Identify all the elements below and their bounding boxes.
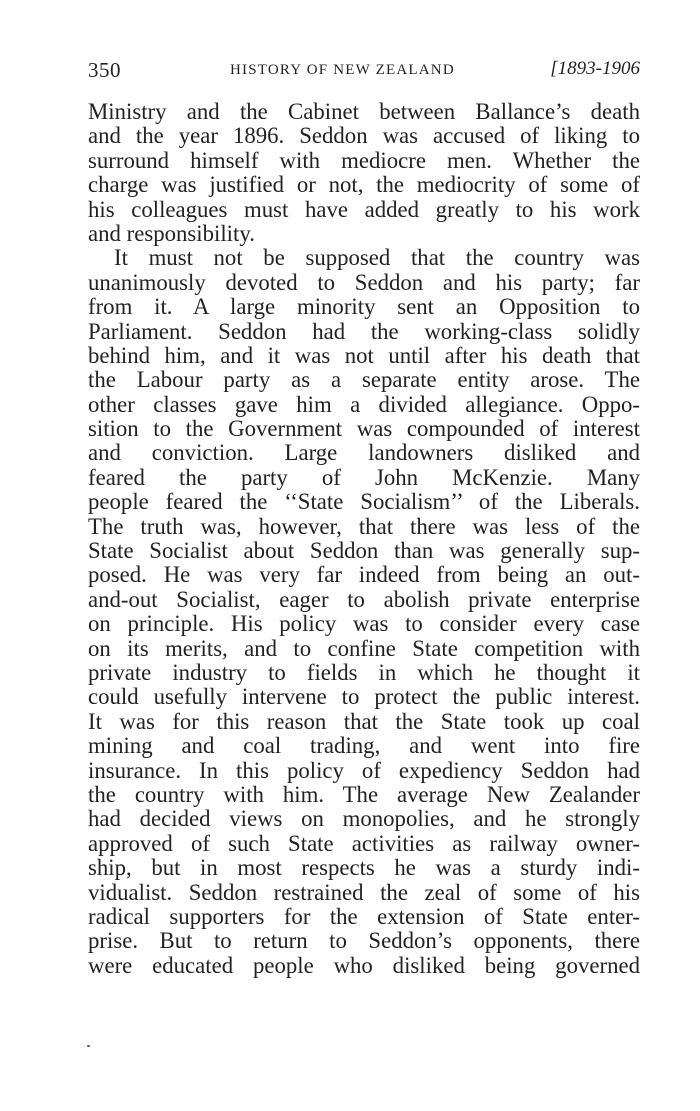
text-line: from it. A large minority sent an Opposition to (88, 295, 640, 320)
text-line: approved of such State activities as railway owner- (88, 831, 640, 856)
text-line: It was for this reason that the State took up coal (88, 709, 640, 734)
text-line: Parliament. Seddon had the working-class solidly (88, 319, 640, 344)
text-line: insurance. In this policy of expediency Seddon had (88, 758, 640, 783)
text-line: his colleagues must have added greatly to his work (88, 197, 640, 222)
text-line: mining and coal trading, and went into fire (88, 734, 640, 759)
text-line: It must not be supposed that the country was (114, 246, 640, 271)
text-line: on principle. His policy was to consider every case (88, 612, 640, 637)
text-line: other classes gave him a divided allegiance. Oppo- (88, 392, 640, 417)
text-line: were educated people who disliked being governed (88, 953, 640, 978)
text-line: ship, but in most respects he was a sturdy indi- (88, 856, 640, 881)
text-line: prise. But to return to Seddon’s opponents, there (88, 929, 640, 954)
text-line: on its merits, and to confine State competition with (88, 636, 640, 661)
ink-speck (87, 1045, 90, 1047)
text-line: and conviction. Large landowners disliked and (88, 441, 640, 466)
body-text (88, 100, 640, 978)
text-line: the Labour party as a separate entity arose. The (88, 368, 640, 393)
text-line: behind him, and it was not until after his death that (88, 343, 640, 368)
date-range: [1893-1906 (550, 58, 640, 79)
text-line: feared the party of John McKenzie. Many (88, 465, 640, 490)
text-line: The truth was, however, that there was less of the (88, 514, 640, 539)
text-line: sition to the Government was compounded of interest (88, 417, 640, 442)
page-number: 350 (88, 58, 121, 82)
text-line: radical supporters for the extension of State enter- (88, 904, 640, 929)
text-line: and responsibility. (88, 221, 255, 246)
text-line: and the year 1896. Seddon was accused of liking to (88, 124, 640, 149)
text-line: Ministry and the Cabinet between Ballance’s death (88, 100, 640, 124)
text-line: could usefully intervene to protect the public interest. (88, 685, 640, 710)
page-header (88, 58, 640, 84)
text-line: and-out Socialist, eager to abolish private enterprise (88, 587, 640, 612)
text-line: State Socialist about Seddon than was generally sup- (88, 539, 640, 564)
text-line: had decided views on monopolies, and he strongly (88, 807, 640, 832)
text-line: vidualist. Seddon restrained the zeal of some of his (88, 880, 640, 905)
text-line: posed. He was very far indeed from being an out- (88, 563, 640, 588)
running-title: HISTORY OF NEW ZEALAND (230, 62, 455, 78)
text-line: charge was justified or not, the mediocrity of some of (88, 173, 640, 198)
text-line: private industry to fields in which he thought it (88, 660, 640, 685)
text-line: surround himself with mediocre men. Whether the (88, 148, 640, 173)
text-line: people feared the ‘‘State Socialism’’ of the Liberals. (88, 490, 640, 515)
text-line: the country with him. The average New Zealander (88, 782, 640, 807)
text-line: unanimously devoted to Seddon and his party; far (88, 270, 640, 295)
